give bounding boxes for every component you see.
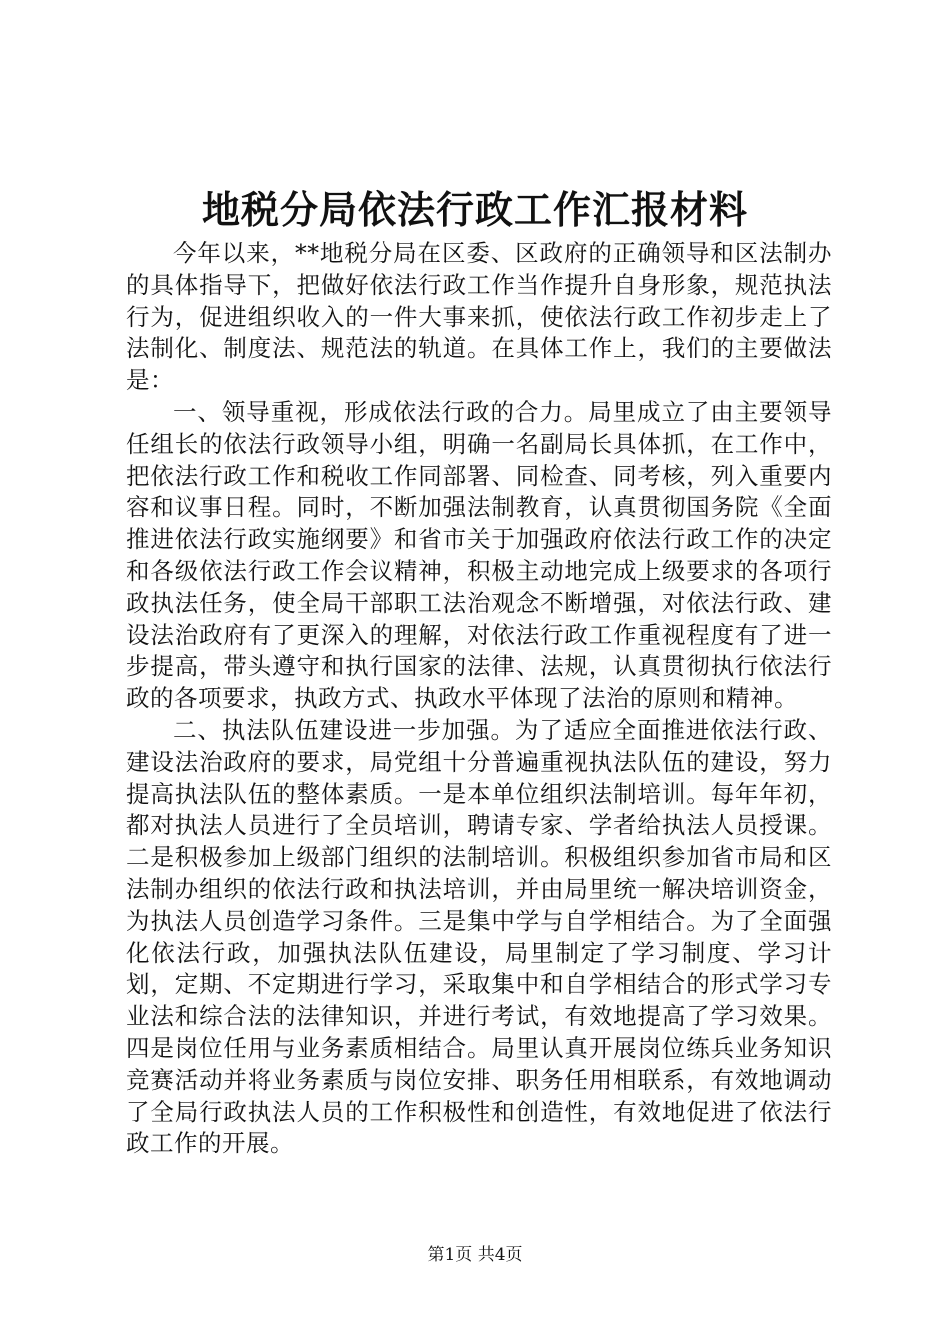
- paragraph-section-2: 二、执法队伍建设进一步加强。为了适应全面推进依法行政、建设法治政府的要求，局党组十分普遍重视执法队伍的建设，努力提高执法队伍的整体素质。一是本单位组织法制培训。每年年初，都对执法人员进行了全员培训，聘请专家、学者给执法人员授课。二是积极参加上级部门组织的法制培训。积极组织参加省市局和区法制办组织的依法行政和执法培训，并由局里统一解决培训资金，为执法人员创造学习条件。三是集中学与自学相结合。为了全面强化依法行政，加强执法队伍建设，局里制定了学习制度、学习计划，定期、不定期进行学习，采取集中和自学相结合的形式学习专业法和综合法的法律知识，并进行考试，有效地提高了学习效果。四是岗位任用与业务素质相结合。局里认真开展岗位练兵业务知识竞赛活动并将业务素质与岗位安排、职务任用相联系，有效地调动了全局行政执法人员的工作积极性和创造性，有效地促进了依法行政工作的开展。: [126, 715, 832, 1158]
- page-number-footer: 第1页 共4页: [427, 1245, 523, 1265]
- paragraph-section-1: 一、领导重视，形成依法行政的合力。局里成立了由主要领导任组长的依法行政领导小组，明确一名副局长具体抓，在工作中，把依法行政工作和税收工作同部署、同检查、同考核，列入重要内容和议事日程。同时，不断加强法制教育，认真贯彻国务院《全面推进依法行政实施纲要》和省市关于加强政府依法行政工作的决定和各级依法行政工作会议精神，积极主动地完成上级要求的各项行政执法任务，使全局干部职工法治观念不断增强，对依法行政、建设法治政府有了更深入的理解，对依法行政工作重视程度有了进一步提高，带头遵守和执行国家的法律、法规，认真贯彻执行依法行政的各项要求，执政方式、执政水平体现了法治的原则和精神。: [126, 397, 832, 713]
- paragraph-intro: 今年以来，**地税分局在区委、区政府的正确领导和区法制办的具体指导下，把做好依法行政工作当作提升自身形象，规范执法行为，促进组织收入的一件大事来抓，使依法行政工作初步走上了法制化、制度法、规范法的轨道。在具体工作上，我们的主要做法是：: [126, 239, 832, 395]
- document-title: 地税分局依法行政工作汇报材料: [201, 187, 748, 232]
- document-body: [126, 238, 832, 1160]
